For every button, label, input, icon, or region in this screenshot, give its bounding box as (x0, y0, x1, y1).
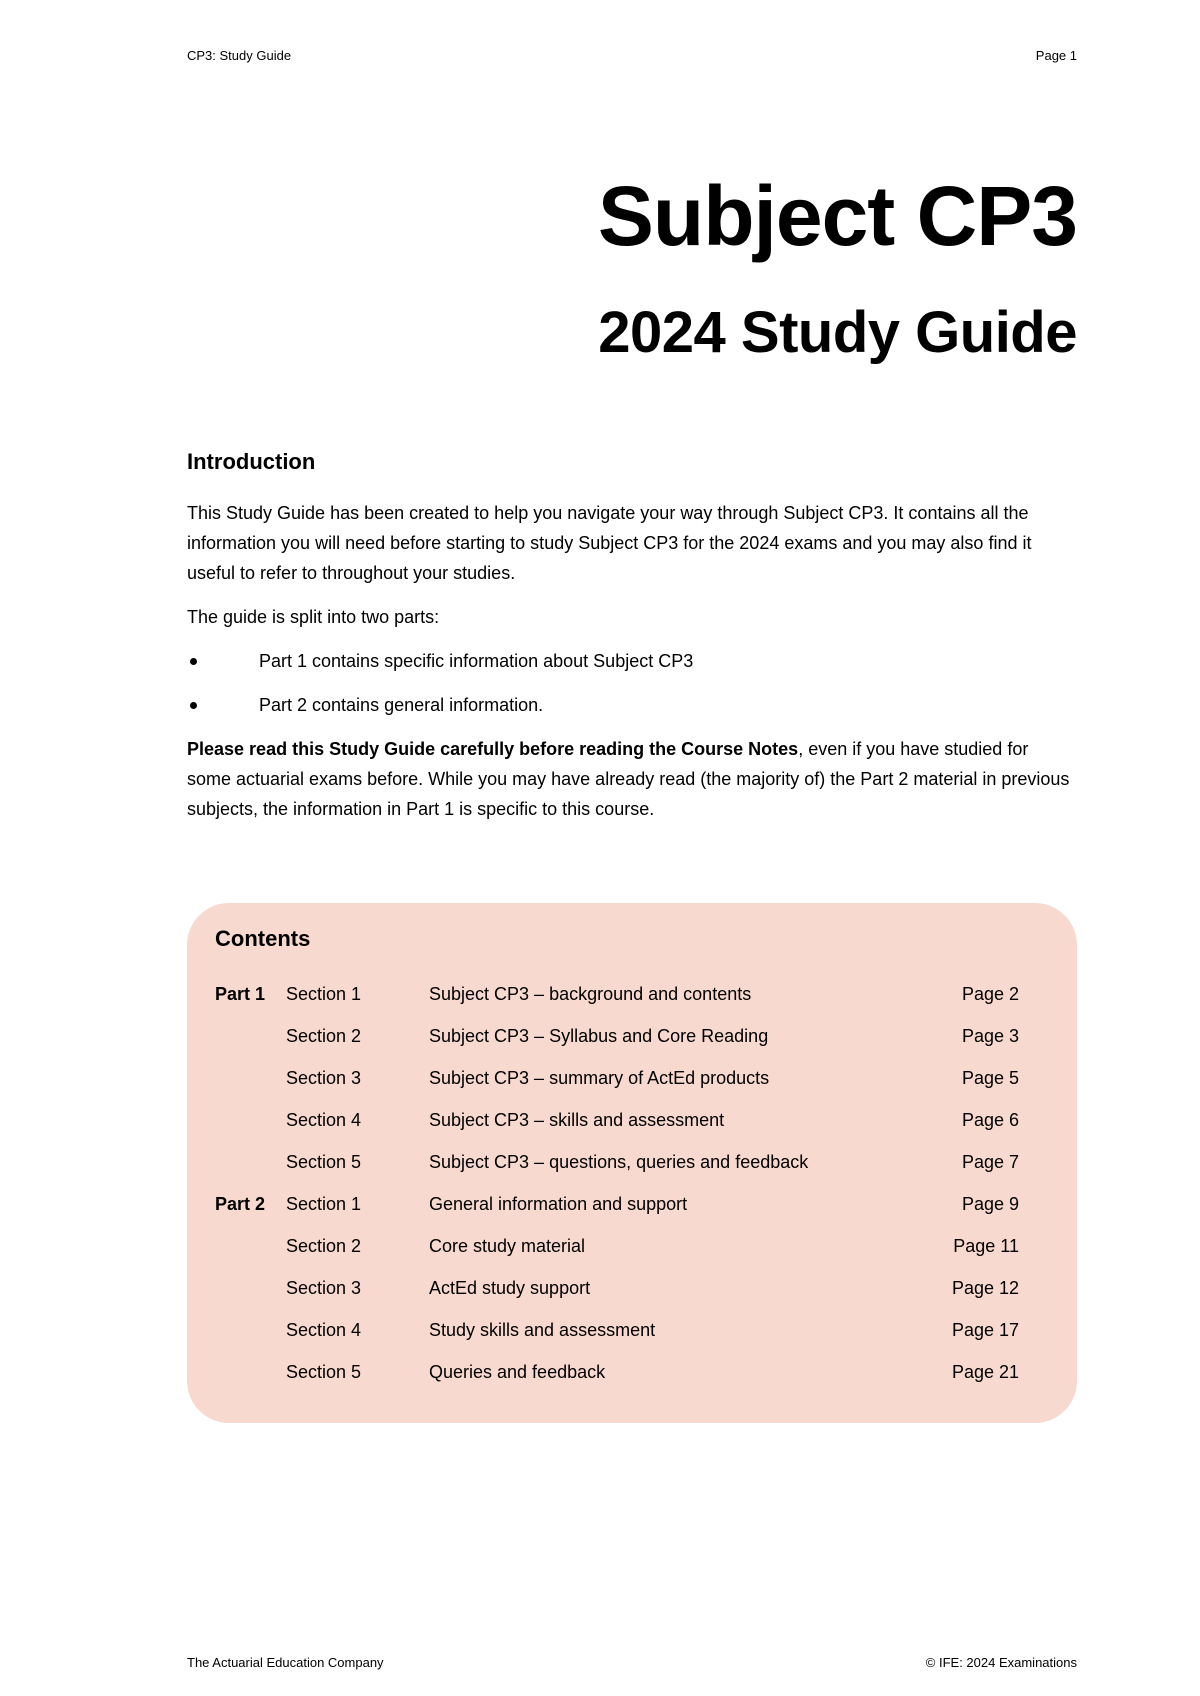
contents-row (215, 1015, 1019, 1057)
reading-advice-emphasis: Please read this Study Guide carefully before reading the Course Notes (187, 739, 799, 759)
contents-page-reference: Page 5 (961, 1067, 1019, 1088)
contents-section-label: Section 1 (286, 983, 362, 1004)
page-subtitle: 2024 Study Guide (598, 300, 1077, 365)
contents-row (215, 1183, 1019, 1225)
contents-page-reference: Page 7 (961, 1151, 1019, 1172)
contents-page-reference: Page 2 (961, 983, 1019, 1004)
contents-section-title: Queries and feedback (429, 1361, 606, 1382)
bullet-icon (190, 702, 197, 709)
contents-section-title: Core study material (429, 1235, 586, 1256)
contents-section-label: Section 1 (286, 1193, 362, 1214)
contents-section-label: Section 2 (286, 1235, 362, 1256)
title-block (597, 169, 1077, 365)
contents-part-label: Part 2 (215, 1193, 266, 1214)
contents-section-label: Section 5 (286, 1151, 362, 1172)
contents-row (215, 1057, 1019, 1099)
contents-row (215, 1099, 1019, 1141)
contents-section-label: Section 5 (286, 1361, 362, 1382)
contents-section-title: Study skills and assessment (429, 1319, 656, 1340)
contents-section-label: Section 4 (286, 1319, 362, 1340)
introduction-section (187, 448, 1077, 838)
parts-list (187, 646, 1077, 720)
list-item-text: Part 1 contains specific information about Subject CP3 (259, 651, 694, 671)
contents-section-title: Subject CP3 – questions, queries and feedback (429, 1151, 809, 1172)
contents-section-label: Section 3 (286, 1277, 362, 1298)
introduction-heading: Introduction (187, 449, 316, 474)
header-page-number: Page 1 (1035, 48, 1077, 63)
contents-section-title: ActEd study support (429, 1277, 591, 1298)
page-footer (187, 1655, 1077, 1670)
contents-page-reference: Page 3 (961, 1025, 1019, 1046)
contents-section-title: Subject CP3 – summary of ActEd products (429, 1067, 770, 1088)
contents-section-title: Subject CP3 – background and contents (429, 983, 752, 1004)
contents-section-label: Section 2 (286, 1025, 362, 1046)
guide-parts-intro: The guide is split into two parts: (187, 607, 440, 627)
contents-page-reference: Page 9 (961, 1193, 1019, 1214)
list-item (187, 690, 1077, 720)
contents-panel (187, 903, 1077, 1423)
reading-advice-paragraph (187, 734, 1077, 824)
contents-row (215, 1225, 1019, 1267)
contents-page-reference: Page 21 (951, 1361, 1019, 1382)
contents-section-label: Section 3 (286, 1067, 362, 1088)
contents-section-title: Subject CP3 – skills and assessment (429, 1109, 725, 1130)
contents-heading: Contents (215, 926, 311, 951)
contents-table (215, 973, 1019, 1393)
reading-advice-text: , even if you have studied for some actuarial exams before. While you may have already read (the majority of) the Part 2 material in previous subjects, the information in Part 1 is specific to this course. (187, 739, 1070, 819)
header-document-title: CP3: Study Guide (187, 48, 292, 63)
contents-page-reference: Page 6 (961, 1109, 1019, 1130)
contents-section-title: General information and support (429, 1193, 688, 1214)
introduction-paragraph: This Study Guide has been created to help you navigate your way through Subject CP3. It contains all the information you will need before starting to study Subject CP3 for the 2024 exams and you may also find it useful to refer to throughout your studies. (187, 503, 1032, 583)
contents-row (215, 1141, 1019, 1183)
list-item-text: Part 2 contains general information. (259, 695, 544, 715)
contents-page-reference: Page 12 (951, 1277, 1019, 1298)
footer-copyright: © IFE: 2024 Examinations (925, 1655, 1077, 1670)
contents-section-label: Section 4 (286, 1109, 362, 1130)
contents-row (215, 1351, 1019, 1393)
contents-part-label: Part 1 (215, 983, 266, 1004)
contents-page-reference: Page 11 (953, 1235, 1019, 1256)
page-title: Subject CP3 (597, 169, 1077, 263)
bullet-icon (190, 658, 197, 665)
contents-section-title: Subject CP3 – Syllabus and Core Reading (429, 1025, 769, 1046)
contents-row (215, 1309, 1019, 1351)
contents-page-reference: Page 17 (951, 1319, 1019, 1340)
footer-company: The Actuarial Education Company (187, 1655, 384, 1670)
contents-row (215, 973, 1019, 1015)
page-header (187, 48, 1077, 63)
contents-row (215, 1267, 1019, 1309)
list-item (187, 646, 1077, 676)
